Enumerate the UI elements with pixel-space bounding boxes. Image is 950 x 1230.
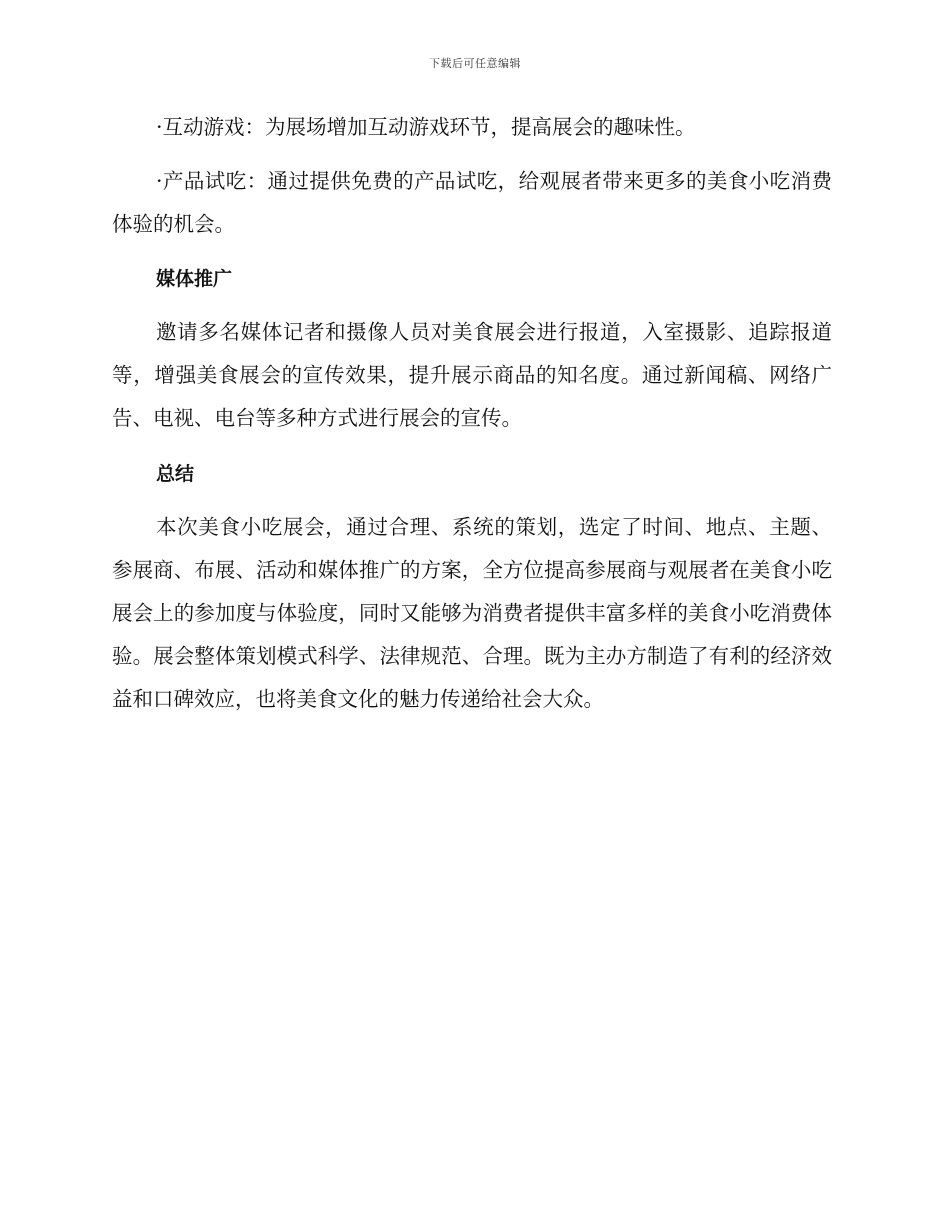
- section-paragraph-summary: 本次美食小吃展会，通过合理、系统的策划，选定了时间、地点、主题、参展商、布展、活动和媒体推广的方案，全方位提高参展商与观展者在美食小吃展会上的参加度与体验度，同时又能够为消费者提供丰富多样的美食小吃消费体验。展会整体策划模式科学、法律规范、合理。既为主办方制造了有利的经济效益和口碑效应，也将美食文化的魅力传递给社会大众。: [112, 515, 832, 711]
- bullet-product-tasting: ·产品试吃：通过提供免费的产品试吃，给观展者带来更多的美食小吃消费体验的机会。: [112, 169, 832, 236]
- bullet-interactive-games: ·互动游戏：为展场增加互动游戏环节，提高展会的趣味性。: [156, 115, 696, 139]
- section-heading-media-promotion: 媒体推广: [156, 268, 233, 290]
- header-note: 下载后可任意编辑: [429, 57, 521, 70]
- section-heading-summary: 总结: [156, 463, 195, 485]
- section-paragraph-media-promotion: 邀请多名媒体记者和摄像人员对美食展会进行报道，入室摄影、追踪报道等，增强美食展会的宣传效果，提升展示商品的知名度。通过新闻稿、网络广告、电视、电台等多种方式进行展会的宣传。: [112, 320, 832, 430]
